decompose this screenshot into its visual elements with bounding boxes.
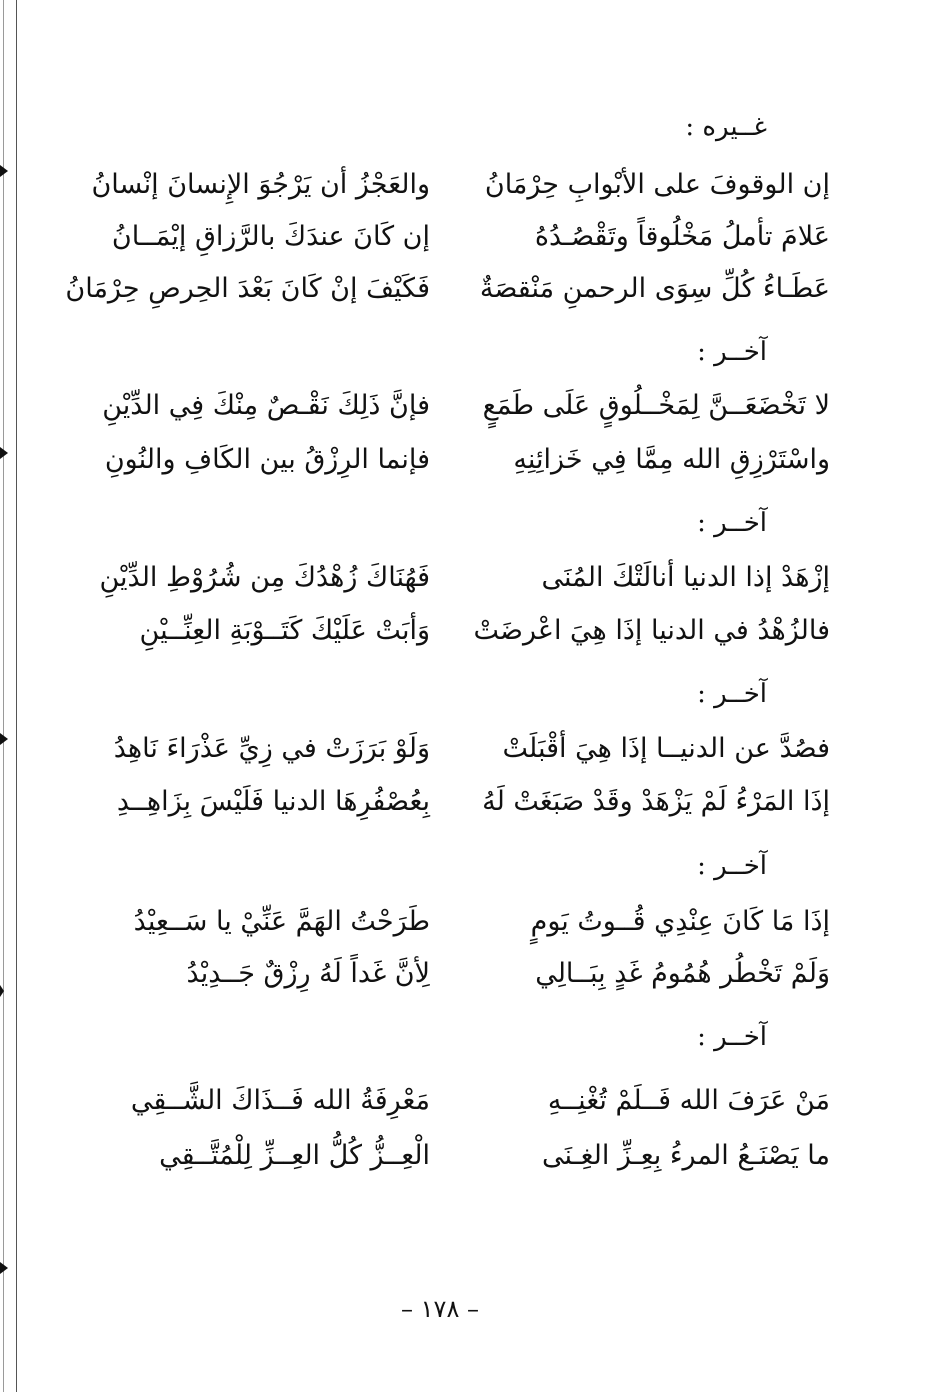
verse-first-hemistich: عَطَـاءُ كُلِّ سِوَى الرحمنِ مَنْقصَةٌ xyxy=(479,273,830,304)
verse-first-hemistich: ما يَصْنَـعُ المرءُ بِعِـزِّ الغِـنَى xyxy=(542,1140,830,1171)
section-heading: غــيره : xyxy=(685,112,767,142)
section-heading: آخــر : xyxy=(697,508,767,538)
verse-first-hemistich: وَلَمْ تَخْطُر هُمُومُ غَدٍ بِبَــالِي xyxy=(535,958,830,989)
verse-second-hemistich: فَكَيْفَ إنْ كَانَ بَعْدَ الحِرصِ حِرْمَانُ xyxy=(65,273,430,304)
binding-mark xyxy=(0,1262,8,1274)
verse-first-hemistich: لا تَخْضَعَــنَّ لِمَخْــلُوقٍ عَلَى طَمَعٍ xyxy=(482,390,830,421)
binding-mark xyxy=(0,733,8,745)
verse-second-hemistich: إن كَانَ عندَكَ بالرَّزاقِ إيْمَــانُ xyxy=(111,221,430,252)
section-heading: آخــر : xyxy=(697,1022,767,1052)
verse-first-hemistich: فصُدَّ عن الدنيــا إذَا هِيَ أقْبَلَتْ xyxy=(502,733,830,764)
verse-line xyxy=(60,1133,830,1179)
verse-line xyxy=(60,214,830,260)
verse-first-hemistich: إن الوقوفَ على الأبْوابِ حِرْمَانُ xyxy=(484,169,830,200)
verse-second-hemistich: وَلَوْ بَرَزَتْ في زِيِّ عَذْرَاءَ نَاهِدُ xyxy=(113,733,430,764)
binding-edge-line xyxy=(16,0,17,1392)
section-heading: آخــر : xyxy=(697,851,767,881)
verse-line xyxy=(60,1078,830,1124)
section-heading: آخــر : xyxy=(697,679,767,709)
binding-edge-line xyxy=(3,0,4,1392)
verse-second-hemistich: فإنما الرِزْقُ بين الكَافِ والنُونِ xyxy=(104,444,430,475)
page-number: – ١٧٨ – xyxy=(401,1295,479,1323)
verse-second-hemistich: والعَجْزُ أن يَرْجُوَ الإِنسانَ إنْسانُ xyxy=(91,169,430,200)
verse-second-hemistich: وَأبَتْ عَلَيْكَ كَتَــوْبَةِ العِنِّــيْنِ xyxy=(139,615,430,646)
verse-second-hemistich: فإنَّ ذَلِكَ نَقْـصٌ مِنْكَ فِي الدِّيْنِ xyxy=(102,390,430,421)
verse-line xyxy=(60,951,830,997)
verse-first-hemistich: مَنْ عَرَفَ الله فَــلَمْ تُغْنِــهِ xyxy=(547,1085,830,1116)
verse-line xyxy=(60,779,830,825)
verse-second-hemistich: الْعِــزُّ كُلُّ العِــزِّ لِلْمُتَّــقِي xyxy=(159,1140,430,1171)
verse-first-hemistich: إذَا مَا كَانَ عِنْدِي قُــوتُ يَومٍ xyxy=(530,906,830,937)
verse-line xyxy=(60,437,830,483)
binding-mark xyxy=(0,447,8,459)
verse-second-hemistich: فَهُنَاكَ زُهْدُكَ مِن شُرُوْطِ الدِّيْنِ xyxy=(99,562,430,593)
verse-line xyxy=(60,555,830,601)
verse-first-hemistich: واسْتَرْزِقِ الله مِمَّا فِي خَزائِنِهِ xyxy=(513,444,830,475)
verse-line xyxy=(60,383,830,429)
binding-mark xyxy=(0,165,8,177)
verse-second-hemistich: لِأنَّ غَداً لَهُ رِزْقٌ جَــدِيْدُ xyxy=(186,958,430,989)
verse-line xyxy=(60,726,830,772)
verse-second-hemistich: بِعُصْفُرِهَا الدنيا فَلَيْسَ بِزَاهِــدِ xyxy=(116,786,430,817)
verse-line xyxy=(60,608,830,654)
verse-line xyxy=(60,899,830,945)
verse-first-hemistich: فالزُهْدُ في الدنيا إذَا هِيَ اعْرضَتْ xyxy=(473,615,830,646)
verse-second-hemistich: طَرَحْتُ الهَمَّ عَنِّيْ يا سَــعِيْدُ xyxy=(133,906,430,937)
verse-line xyxy=(60,162,830,208)
verse-first-hemistich: عَلامَ تأملُ مَخْلُوقاً وتَقْصُـدُهُ xyxy=(534,221,830,252)
section-heading: آخــر : xyxy=(697,337,767,367)
verse-first-hemistich: إزْهَدْ إذا الدنيا أنالَتْكَ المُنَى xyxy=(541,562,830,593)
verse-line xyxy=(60,266,830,312)
verse-second-hemistich: مَعْرِفَةُ الله فَــذَاكَ الشَّــقِي xyxy=(130,1085,430,1116)
verse-first-hemistich: إذَا المَرْءُ لَمْ يَزْهَدْ وقَدْ صَبَغَتْ لَهُ xyxy=(482,786,830,817)
